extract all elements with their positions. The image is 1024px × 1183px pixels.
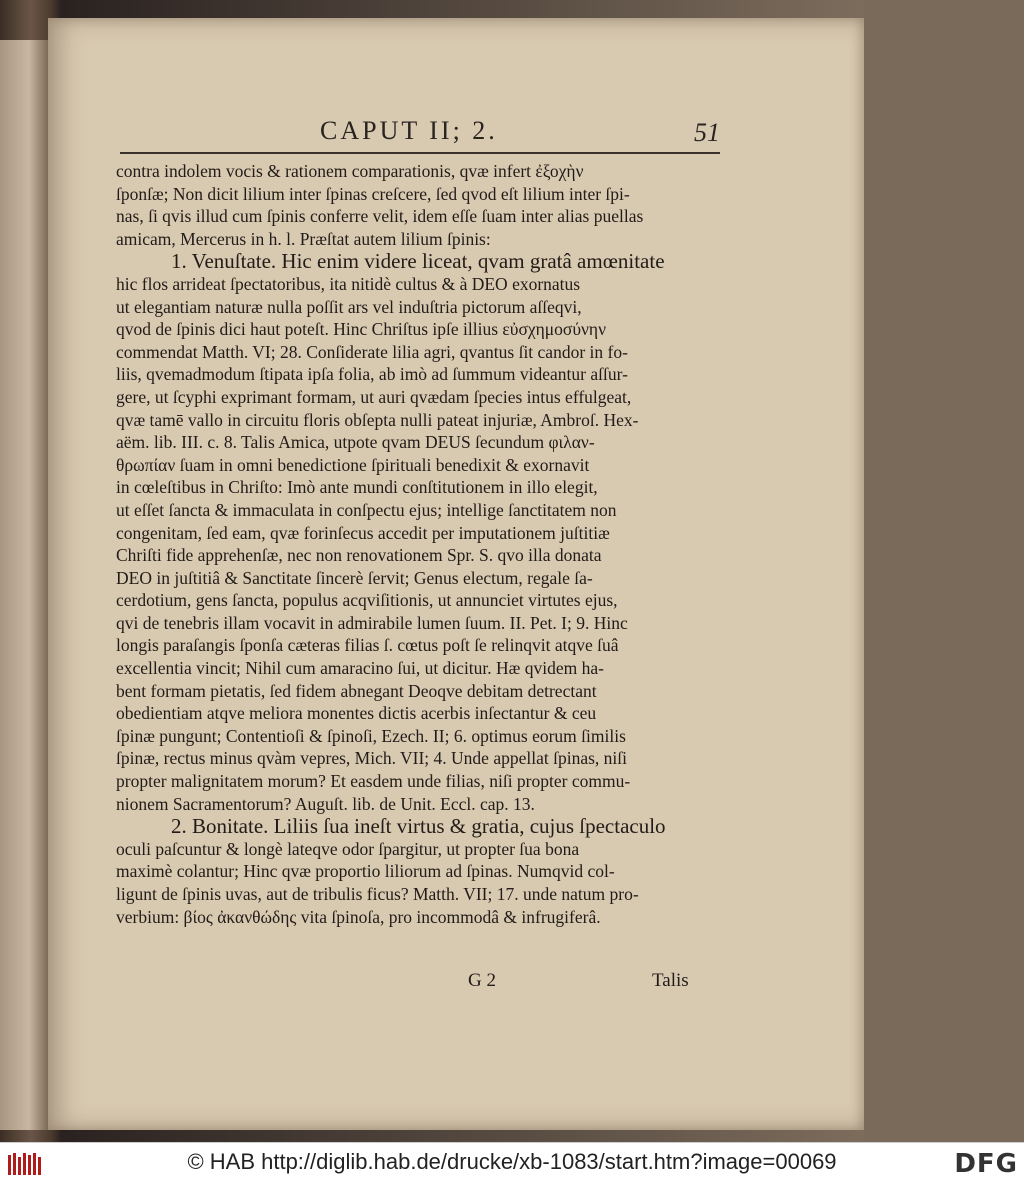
signature-mark: G 2: [468, 970, 496, 991]
dfg-logo[interactable]: DFG: [954, 1149, 1018, 1179]
text-line: ſponſæ; Non dicit lilium inter ſpinas creſcere, ſed qvod eſt lilium inter ſpi-: [116, 183, 630, 204]
text-line: propter malignitatem morum? Et easdem unde filias, niſi propter commu-: [116, 771, 631, 792]
text-line: liis, qvemadmodum ſtipata ipſa folia, ab imò ad ſummum videantur aſſur-: [116, 364, 628, 385]
text-line: gere, ut ſcyphi exprimant formam, ut auri qvædam ſpecies intus effulgeat,: [116, 386, 632, 407]
scan-background: [864, 0, 1024, 1142]
text-line: nionem Sacramentorum? Auguſt. lib. de Unit. Eccl. cap. 13.: [116, 793, 535, 814]
text-line: cerdotium, gens ſancta, populus acqviſitionis, ut annunciet virtutes ejus,: [116, 590, 618, 611]
text-line: ut elegantiam naturæ nulla poſſit ars vel induſtria pictorum aſſeqvi,: [116, 296, 582, 317]
text-line: excellentia vincit; Nihil cum amaracino ſui, ut dicitur. Hæ qvidem ha-: [116, 658, 604, 679]
section-heading-line: 1. Venuſtate. Hic enim videre liceat, qvam gratâ amœnitate: [171, 250, 665, 273]
text-line: hic flos arrideat ſpectatoribus, ita nitidè cultus & à DEO exornatus: [116, 273, 581, 294]
facing-page-edge: [0, 40, 48, 1130]
running-head: CAPUT II; 2.: [320, 116, 498, 145]
text-line: θρωπίαν ſuam in omni benedictione ſpirituali benedixit & exornavit: [116, 454, 590, 475]
text-line: aëm. lib. III. c. 8. Talis Amica, utpote qvam DEUS ſecundum φιλαν-: [116, 432, 595, 453]
viewer-footer-bar: [0, 1142, 1024, 1183]
text-line: oculi paſcuntur & longè lateqve odor ſpargitur, ut propter ſua bona: [116, 838, 580, 859]
section-heading-line: 2. Bonitate. Liliis ſua ineſt virtus & gratia, cujus ſpectaculo: [171, 815, 666, 838]
text-line: longis paraſangis ſponſa cæteras filias ſ. cœtus poſt ſe relinqvit atqve ſuâ: [116, 635, 619, 656]
text-line: qvod de ſpinis dici haut poteſt. Hinc Chriſtus ipſe illius εὐσχημοσύνην: [116, 319, 606, 340]
text-line: maximè colantur; Hinc qvæ proportio liliorum ad ſpinas. Numqvid col-: [116, 861, 615, 882]
text-line: commendat Matth. VI; 28. Conſiderate lilia agri, qvantus ſit candor in fo-: [116, 341, 628, 362]
text-line: amicam, Mercerus in h. l. Præſtat autem lilium ſpinis:: [116, 228, 491, 249]
text-line: ſpinæ, rectus minus qvàm vepres, Mich. VII; 4. Unde appellat ſpinas, niſi: [116, 748, 627, 769]
text-line: qvæ tamē vallo in circuitu floris obſepta nulli pateat injuriæ, Ambroſ. Hex-: [116, 409, 639, 430]
text-line: DEO in juſtitiâ & Sanctitate ſincerè ſervit; Genus electum, regale ſa-: [116, 567, 593, 588]
text-line: bent formam pietatis, ſed fidem abnegant Deoqve debitam detrectant: [116, 680, 597, 701]
text-line: qvi de tenebris illam vocavit in admirabile lumen ſuum. II. Pet. I; 9. Hinc: [116, 612, 628, 633]
text-line: ut eſſet ſancta & immaculata in conſpectu ejus; intellige ſanctitatem non: [116, 499, 617, 520]
text-line: congenitam, ſed eam, qvæ forinſecus accedit per imputationem juſtitiæ: [116, 522, 610, 543]
text-line: verbium: βίος ἀκανθώδης vita ſpinoſa, pro incommodâ & infrugiferâ.: [116, 906, 601, 927]
text-line: ligunt de ſpinis uvas, aut de tribulis ficus? Matth. VII; 17. unde natum pro-: [116, 884, 639, 904]
text-line: ſpinæ pungunt; Contentioſi & ſpinoſi, Ezech. II; 6. optimus eorum ſimilis: [116, 725, 626, 746]
body-text: [116, 160, 720, 928]
text-line: in cœleſtibus in Chriſto: Imò ante mundi conſtitutionem in illo elegit,: [116, 477, 598, 498]
citation-link[interactable]: © HAB http://diglib.hab.de/drucke/xb-1083/start.htm?image=00069: [187, 1149, 837, 1174]
text-line: obedientiam atqve meliora monentes dictis acerbis inſectantur & ceu: [116, 703, 597, 724]
text-line: nas, ſi qvis illud cum ſpinis conferre velit, idem eſſe ſuam inter alias puellas: [116, 206, 644, 227]
text-line: contra indolem vocis & rationem comparationis, qvæ infert ἐξοχὴν: [116, 161, 584, 181]
page-header: [120, 110, 720, 154]
page-number: 51: [694, 118, 720, 147]
catchword: Talis: [652, 970, 689, 991]
text-line: Chriſti fide apprehenſæ, nec non renovationem Spr. S. qvo illa donata: [116, 545, 602, 566]
header-rule: [120, 152, 720, 154]
